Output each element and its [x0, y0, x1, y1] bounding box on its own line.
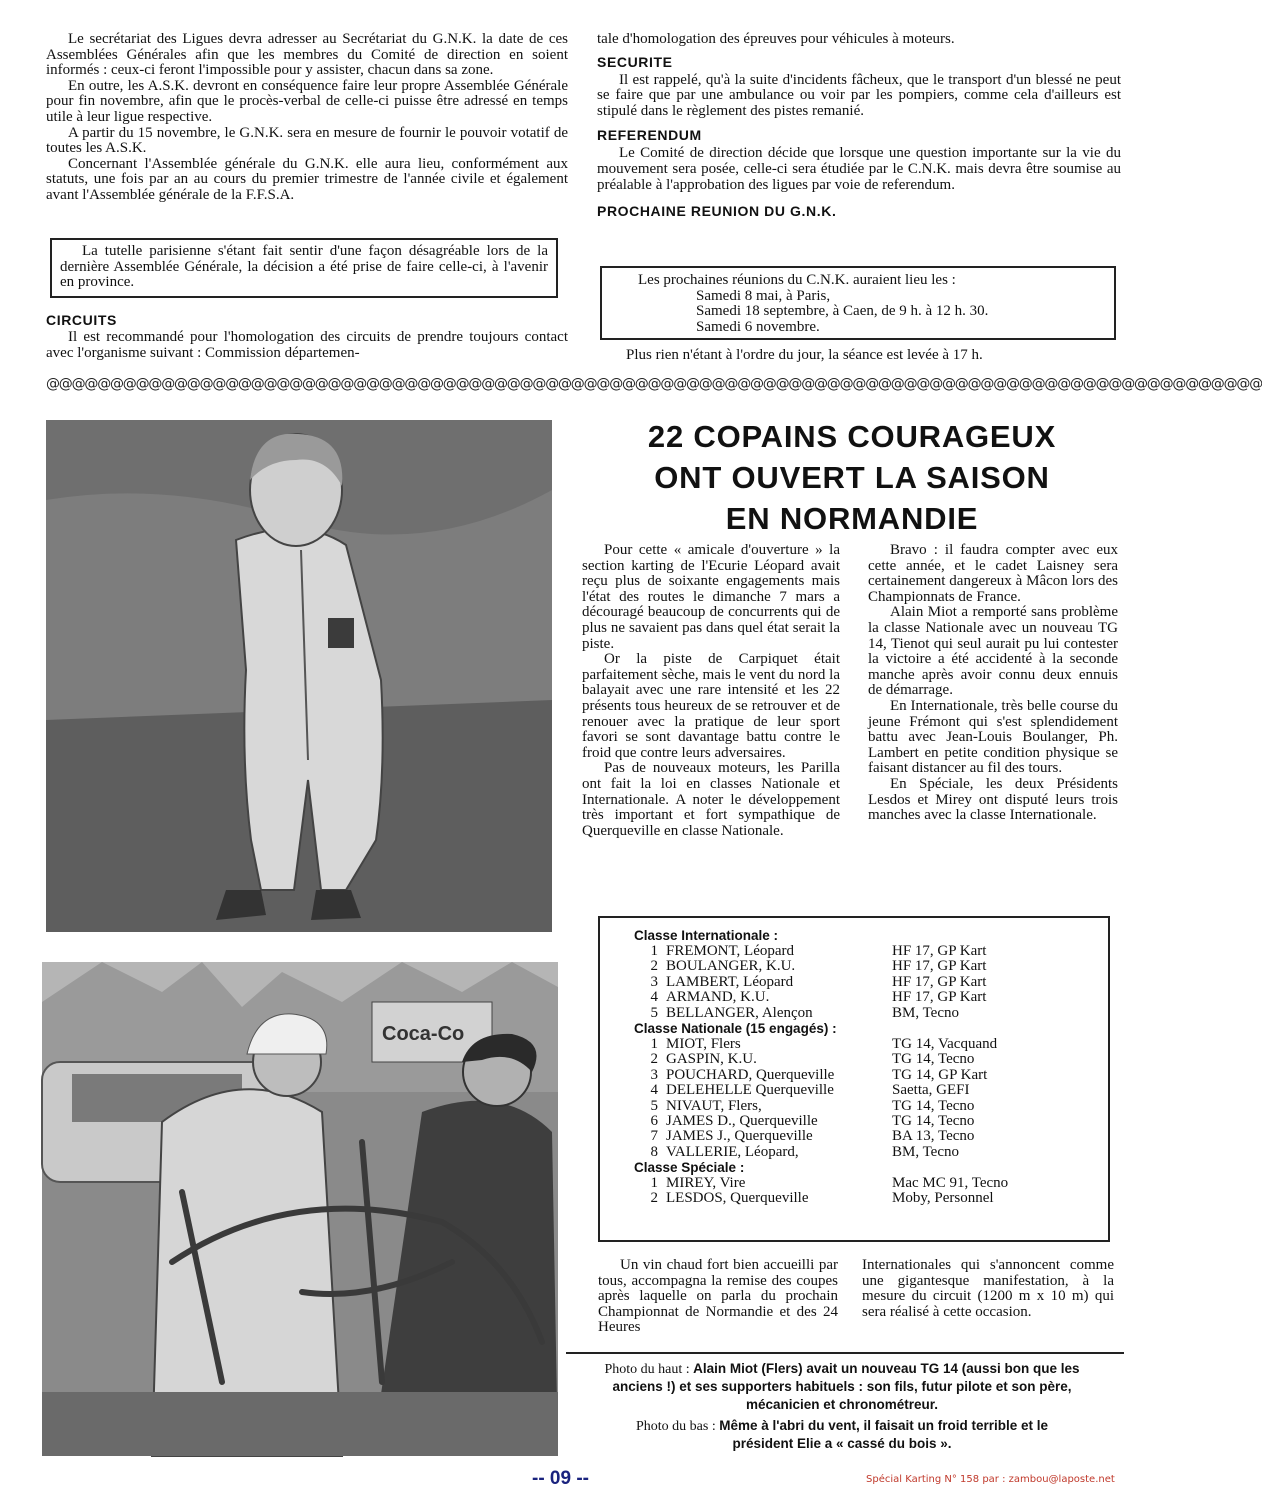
paragraph: Pas de nouveaux moteurs, les Parilla ont fait la loi en classes Nationale et Internationale. A noter le développement très important et fort sympathique de Querqueville en classe Nationale. — [582, 760, 840, 839]
result-row — [626, 1083, 1108, 1098]
result-row — [626, 1129, 1108, 1144]
result-row — [626, 1052, 1108, 1067]
result-rank: 2 — [650, 1190, 658, 1207]
source-credit: Spécial Karting N° 158 par : zambou@laposte.net — [866, 1474, 1115, 1485]
circuits-text: Il est recommandé pour l'homologation des circuits de prendre toujours contact avec l'organisme suivant : Commission départemen- — [46, 329, 568, 361]
reunion-date: Samedi 6 novembre. — [696, 318, 820, 335]
result-rank: 3 — [650, 1066, 658, 1083]
result-name: GASPIN, K.U. — [666, 1051, 757, 1068]
boxed-note-text: La tutelle parisienne s'étant fait sentir d'une façon désagréable lors de la dernière Assemblée Générale, la décision a été prise de faire celle-ci, à l'avenir en province. — [60, 243, 548, 291]
result-name: LESDOS, Querqueville — [666, 1190, 809, 1207]
result-name: VALLERIE, Léopard, — [666, 1143, 799, 1160]
caption-rule — [566, 1352, 1124, 1354]
reunion-date: Samedi 18 septembre, à Caen, de 9 h. à 12 h. 30. — [696, 303, 989, 319]
result-machine: Mac MC 91, Tecno — [892, 1175, 1009, 1192]
result-machine: TG 14, GP Kart — [892, 1066, 988, 1083]
paragraph: Alain Miot a remporté sans problème la classe Nationale avec un nouveau TG 14, Tienot qui seul aurait pu lui contester la victoire a été accidenté à la seconde manche après avoir connu deux ennuis de démarrage. — [868, 604, 1118, 699]
top-right-column — [597, 32, 1121, 219]
bottom-paragraph-2: Internationales qui s'annoncent comme une gigantesque manifestation, à la mesure du circuit (1200 m x 10 m) qui sera réalisé à cette occasion. — [862, 1257, 1114, 1320]
result-machine: BA 13, Tecno — [892, 1128, 975, 1145]
result-row — [626, 1006, 1108, 1021]
article-title — [612, 416, 1092, 539]
continuation-text: tale d'homologation des épreuves pour véhicules à moteurs. — [597, 31, 955, 47]
result-row — [626, 990, 1108, 1005]
page-number: -- 09 -- — [532, 1468, 589, 1489]
title-line: ONT OUVERT LA SAISON — [654, 460, 1050, 495]
result-machine: HF 17, GP Kart — [892, 989, 987, 1006]
paragraph: A partir du 15 novembre, le G.N.K. sera en mesure de fournir le pouvoir votatif de toutes les A.S.K. — [46, 124, 568, 157]
closing-text: Plus rien n'étant à l'ordre du jour, la séance est levée à 17 h. — [626, 347, 983, 363]
result-machine: HF 17, GP Kart — [892, 943, 987, 959]
result-machine: TG 14, Tecno — [892, 1051, 975, 1068]
reunion-intro: Les prochaines réunions du C.N.K. auraient lieu les : — [638, 272, 956, 288]
paragraph: Pour cette « amicale d'ouverture » la section karting de l'Ecurie Léopard avait reçu plus de soixante engagements mais l'état des routes le dimanche 7 mars a découragé beaucoup de concurrents qui de plus ne savaient pas dans quel état serait la piste. — [582, 542, 840, 652]
result-name: MIREY, Vire — [666, 1175, 746, 1192]
boxed-note — [50, 238, 558, 298]
result-rank: 7 — [650, 1128, 658, 1145]
paragraph: Concernant l'Assemblée générale du G.N.K. elle aura lieu, conformément aux statuts, une fois par an au cours du premier trimestre de l'année civile et également avant l'Assemblée générale de la F.F.S.A. — [46, 155, 568, 203]
securite-heading: SECURITE — [597, 53, 673, 70]
caption-top-prefix: Photo du haut : — [604, 1362, 690, 1377]
result-machine: Saetta, GEFI — [892, 1082, 970, 1099]
top-left-column — [46, 32, 568, 204]
reunion-box — [600, 266, 1116, 340]
result-rank: 5 — [650, 1097, 658, 1114]
paragraph: En Internationale, très belle course du jeune Frémont qui s'est splendidement battu avec Jean-Louis Boulanger, Ph. Lambert en petite condition physique se faisant distancer au fil des tours. — [868, 697, 1118, 777]
caption-top — [604, 1360, 1080, 1414]
result-name: MIOT, Flers — [666, 1035, 741, 1052]
reunion-heading: PROCHAINE REUNION DU G.N.K. — [597, 203, 837, 220]
photo-top-child — [46, 420, 552, 932]
result-row — [626, 1037, 1108, 1052]
result-machine: TG 14, Tecno — [892, 1097, 975, 1114]
securite-text: Il est rappelé, qu'à la suite d'incidents fâcheux, que le transport d'un blessé ne peut se faire que par une ambulance ou voir par les pompiers, comme cela d'ailleurs est stipulé dans le règlement des pistes remanié. — [597, 71, 1121, 119]
results-category: Classe Nationale (15 engagés) : — [634, 1020, 837, 1036]
bottom-paragraph-1: Un vin chaud fort bien accueilli par tous, accompagna la remise des coupes après laquelle on parla du prochain Championnat de Normandie et des 24 Heures — [598, 1257, 838, 1336]
result-row — [626, 1191, 1108, 1206]
result-name: DELEHELLE Querqueville — [666, 1082, 834, 1099]
result-rank: 4 — [650, 989, 658, 1006]
result-machine: HF 17, GP Kart — [892, 958, 987, 975]
result-name: BOULANGER, K.U. — [666, 958, 796, 975]
result-machine: TG 14, Tecno — [892, 1112, 975, 1129]
referendum-text: Le Comité de direction décide que lorsque une question importante sur la vie du mouvement sera posée, celle-ci sera étudiée par le C.N.K. mais devra être soumise au préalable à l'approbation des ligues par voie de referendum. — [597, 145, 1121, 193]
photo-top-illustration — [46, 420, 552, 932]
article-column-2 — [868, 543, 1118, 824]
result-rank: 1 — [650, 1175, 658, 1192]
result-name: FREMONT, Léopard — [666, 943, 795, 959]
result-name: POUCHARD, Querqueville — [666, 1066, 835, 1083]
paragraph: Le secrétariat des Ligues devra adresser au Secrétariat du G.N.K. la date de ces Assemblées Générales afin que les membres du Comité de direction en soient informés : ceux-ci feront l'impossible pour y assister, chacun dans sa zone. — [46, 31, 568, 79]
caption-bottom-text: Même à l'abri du vent, il faisait un froid terrible et le président Elie a « cassé du bois ». — [719, 1418, 1049, 1451]
title-line: 22 COPAINS COURAGEUX — [647, 419, 1057, 454]
title-line: EN NORMANDIE — [725, 501, 979, 536]
paragraph: En outre, les A.S.K. devront en conséquence faire leur propre Assemblée Générale pour fin novembre, afin que le procès-verbal de celle-ci puisse être adressé en temps utile à leur ligue respective. — [46, 77, 568, 125]
result-row — [626, 1176, 1108, 1191]
paragraph: Bravo : il faudra compter avec eux cette année, et le cadet Laisney sera certainement dangereux à Mâcon lors des Championnats de France. — [868, 542, 1118, 605]
result-machine: HF 17, GP Kart — [892, 973, 987, 990]
paragraph: En Spéciale, les deux Présidents Lesdos et Mirey ont disputé leurs trois manches avec la classe Internationale. — [868, 775, 1118, 824]
results-box — [598, 916, 1110, 1242]
result-name: LAMBERT, Léopard — [666, 973, 794, 990]
result-row — [626, 1145, 1108, 1160]
paragraph: Or la piste de Carpiquet était parfaitement sèche, mais le vent du nord la balayait avec une rare intensité et les 22 présents tous heureux de se retrouver et de renouer avec la pratique de leur sport favori se sont davantage battu contre le froid que contre leurs adversaires. — [582, 651, 840, 761]
result-name: JAMES J., Querqueville — [666, 1128, 813, 1145]
result-machine: BM, Tecno — [892, 1143, 960, 1160]
result-name: NIVAUT, Flers, — [666, 1097, 762, 1114]
result-name: BELLANGER, Alençon — [666, 1004, 813, 1021]
result-rank: 1 — [650, 1035, 658, 1052]
coca-sign: Coca-Co — [382, 1023, 465, 1045]
reunion-date: Samedi 8 mai, à Paris, — [696, 287, 831, 304]
result-row — [626, 944, 1108, 959]
result-machine: TG 14, Vacquand — [892, 1035, 998, 1052]
result-name: JAMES D., Querqueville — [666, 1112, 818, 1129]
result-rank: 8 — [650, 1143, 658, 1160]
decorative-separator: @@@@@@@@@@@@@@@@@@@@@@@@@@@@@@@@@@@@@@@@@@@@@@@@@@@@@@@@@@@@@@@@@@@@@@@@@@@@@@@@@@@@@@@@@@@@@@@ — [46, 376, 1262, 392]
result-rank: 4 — [650, 1082, 658, 1099]
result-rank: 5 — [650, 1004, 658, 1021]
results-category: Classe Spéciale : — [634, 1160, 745, 1176]
result-rank: 6 — [650, 1112, 658, 1129]
result-row — [626, 975, 1108, 990]
result-rank: 2 — [650, 958, 658, 975]
result-row — [626, 1068, 1108, 1083]
caption-top-text: Alain Miot (Flers) avait un nouveau TG 14 (aussi bon que les anciens !) et ses supporters habituels : son fils, futur pilote et son père, mécanicien et chronométreur. — [612, 1361, 1080, 1412]
photo-bottom-men — [42, 962, 558, 1456]
result-rank: 2 — [650, 1051, 658, 1068]
result-row — [626, 959, 1108, 974]
result-machine: Moby, Personnel — [892, 1190, 994, 1207]
result-rank: 3 — [650, 973, 658, 990]
result-rank: 1 — [650, 943, 658, 959]
photo-bottom-illustration — [42, 962, 558, 1456]
result-row — [626, 1099, 1108, 1114]
referendum-heading: REFERENDUM — [597, 127, 702, 144]
article-column-1 — [582, 543, 840, 839]
caption-bottom-prefix: Photo du bas : — [635, 1419, 716, 1434]
result-row — [626, 1114, 1108, 1129]
result-name: ARMAND, K.U. — [666, 989, 770, 1006]
results-category: Classe Internationale : — [634, 928, 779, 943]
result-machine: BM, Tecno — [892, 1004, 960, 1021]
caption-bottom — [604, 1417, 1080, 1453]
photo-caption — [604, 1360, 1080, 1453]
circuits-heading: CIRCUITS — [46, 312, 117, 328]
